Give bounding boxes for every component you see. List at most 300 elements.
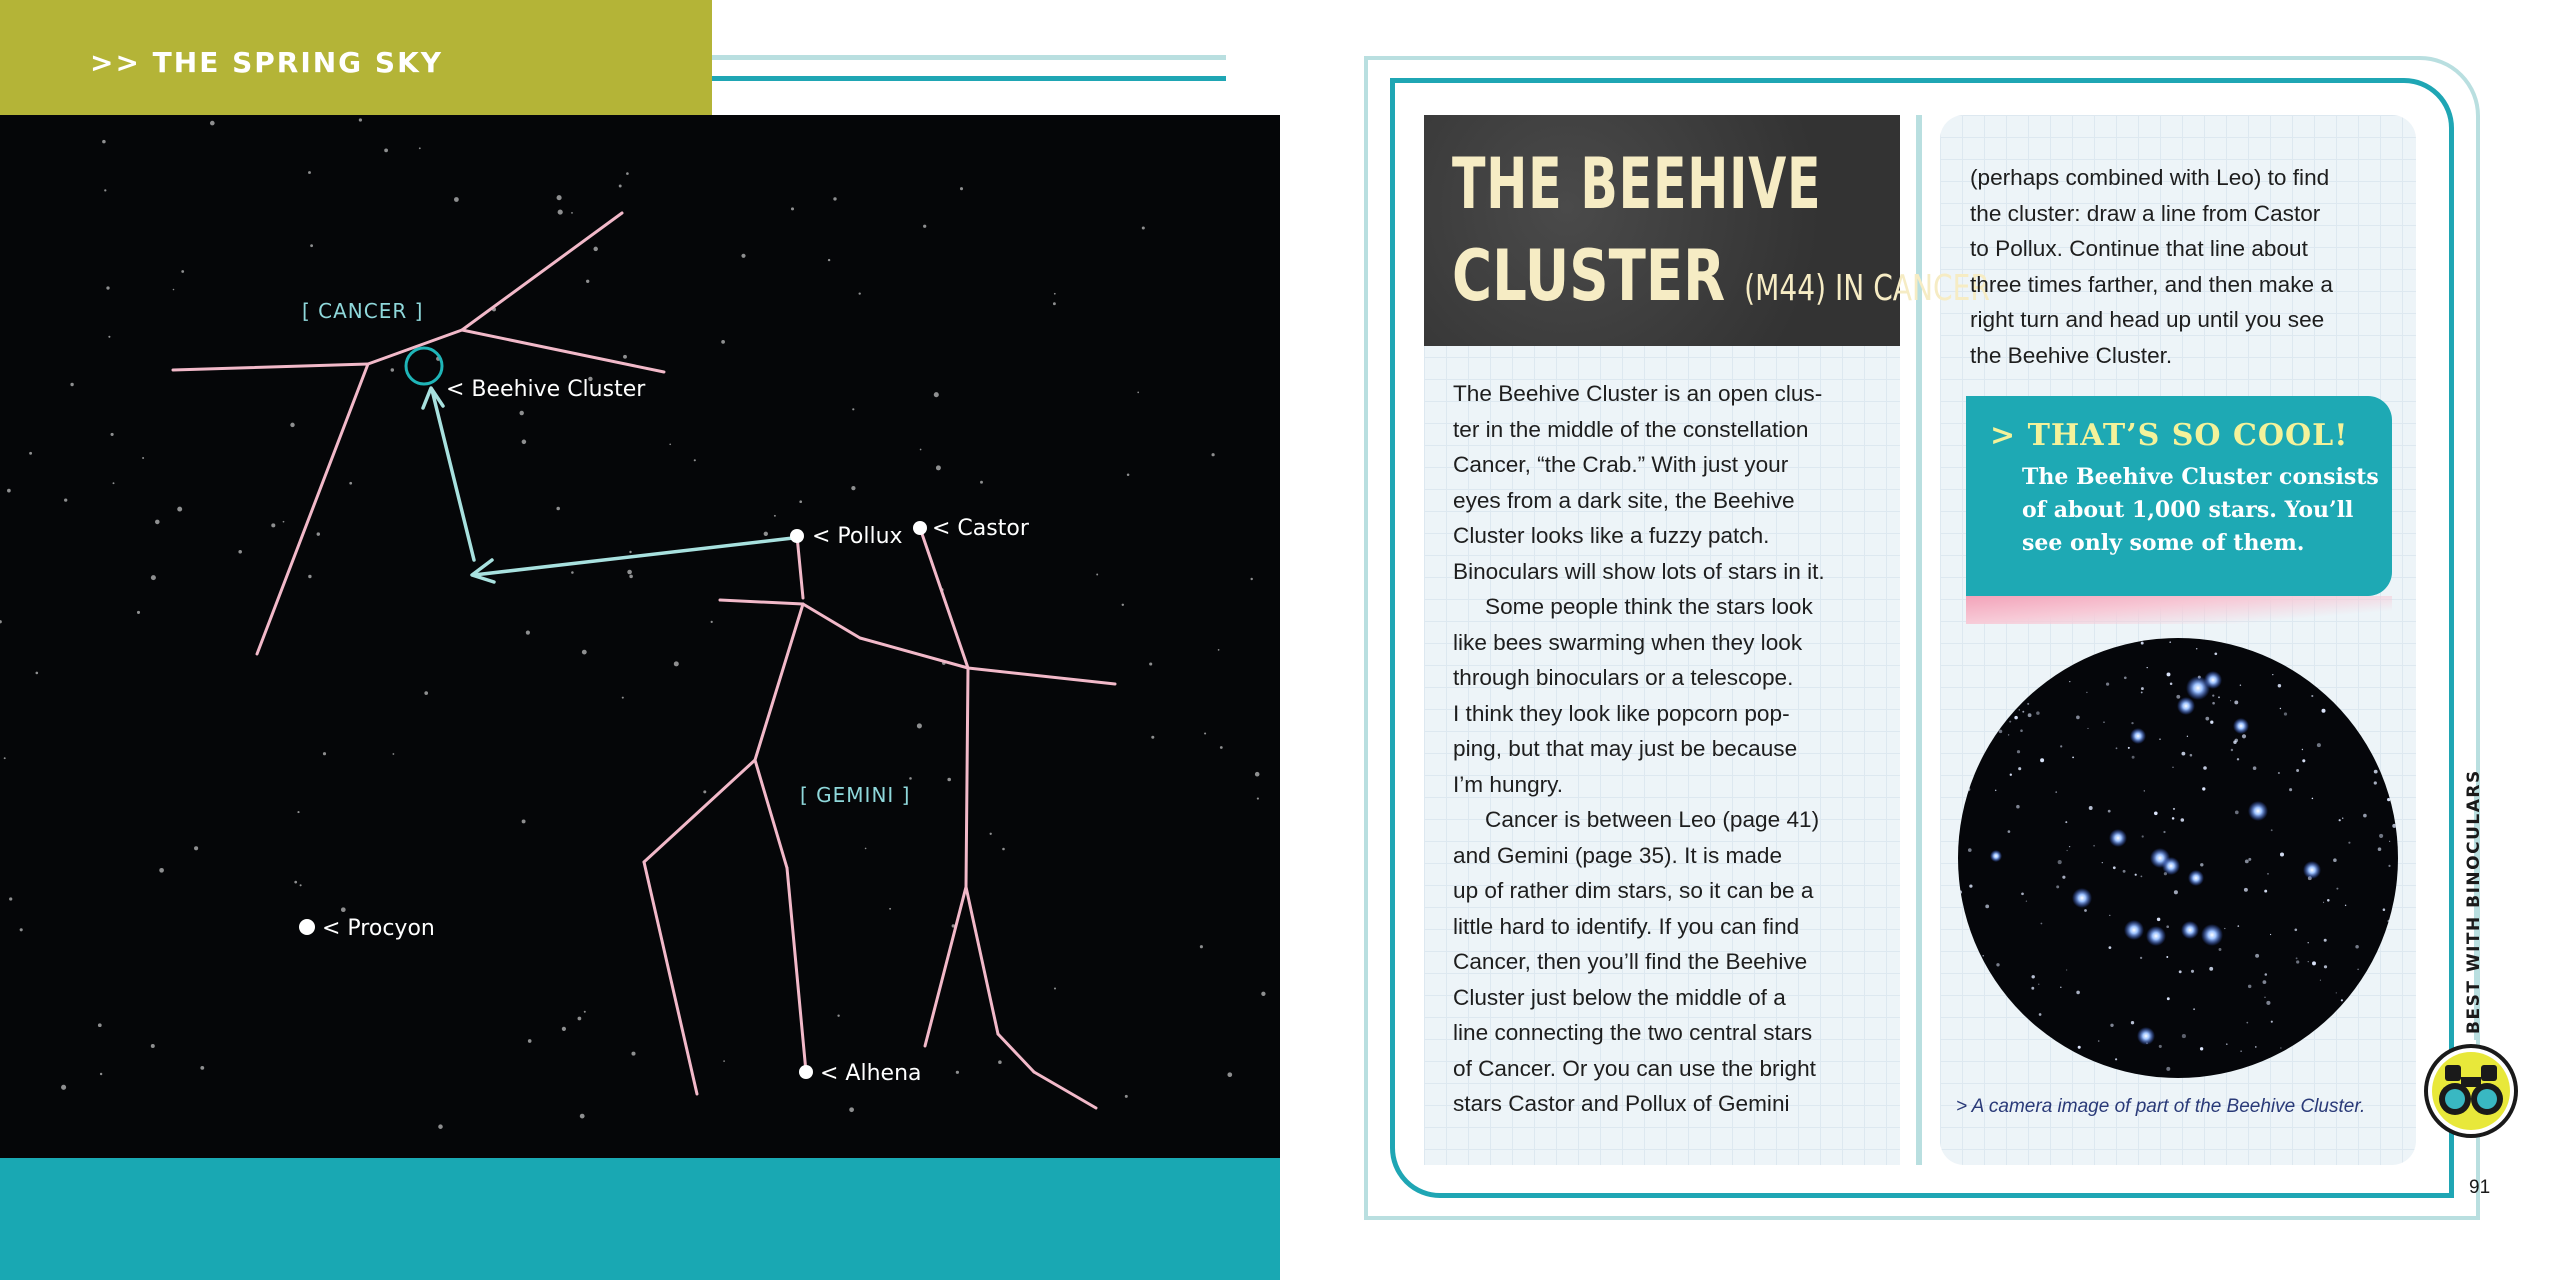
photo-star	[2170, 683, 2173, 686]
background-star	[852, 408, 854, 410]
procyon-label: < Procyon	[322, 916, 435, 941]
background-star	[998, 1060, 1002, 1064]
photo-star	[2020, 729, 2023, 732]
photo-star	[2237, 925, 2239, 927]
photo-star	[2324, 939, 2327, 942]
photo-star	[2123, 870, 2126, 873]
photo-star	[2098, 1040, 2100, 1042]
photo-star	[2214, 652, 2217, 655]
photo-star	[2072, 756, 2074, 758]
photo-star	[2240, 684, 2241, 685]
photo-star	[2169, 641, 2171, 643]
photo-star	[2357, 969, 2358, 970]
text-line: Cancer, “the Crab.” With just your	[1453, 452, 1789, 477]
photo-star	[2065, 821, 2067, 823]
background-star	[1127, 474, 1130, 477]
background-star	[833, 197, 836, 200]
photo-star	[2167, 997, 2170, 1000]
background-star	[528, 1039, 532, 1043]
photo-star	[2040, 923, 2042, 925]
photo-star	[2202, 787, 2205, 790]
background-star	[1125, 1095, 1128, 1098]
background-star	[627, 570, 632, 575]
photo-star	[2317, 743, 2321, 747]
section-title: >> THE SPRING SKY	[90, 46, 444, 79]
background-star	[194, 846, 198, 850]
photo-star	[2060, 987, 2062, 989]
photo-star	[2212, 702, 2215, 705]
background-star	[200, 1066, 204, 1070]
background-star	[859, 292, 861, 294]
photo-star	[2154, 811, 2158, 815]
photo-star	[2058, 860, 2062, 864]
beehive-cluster-marker	[406, 348, 442, 384]
photo-star	[2131, 1021, 2134, 1024]
photo-star	[2102, 862, 2103, 863]
photo-star	[2218, 696, 2220, 698]
photo-star	[2242, 734, 2246, 738]
callout-text	[2022, 461, 2379, 560]
background-star	[851, 486, 855, 490]
photo-star	[2336, 888, 2338, 890]
photo-star	[2181, 752, 2185, 756]
text-line: right turn and head up until you see	[1970, 307, 2325, 332]
background-star	[297, 811, 299, 813]
photo-star	[2014, 716, 2018, 720]
photo-star	[1969, 884, 1972, 887]
background-star	[70, 383, 73, 386]
background-star	[341, 907, 346, 912]
photo-star	[2159, 1045, 2162, 1048]
text-line: Binoculars will show lots of stars in it.	[1453, 558, 1825, 584]
photo-star	[2021, 892, 2024, 895]
text-line: the Beehive Cluster.	[1970, 342, 2173, 368]
background-star	[454, 197, 459, 202]
text-line: I’m hungry.	[1453, 771, 1564, 797]
photo-star	[2311, 695, 2313, 697]
background-star	[155, 520, 160, 525]
background-star	[828, 259, 830, 261]
photo-star	[2255, 954, 2259, 958]
photo-star	[2383, 908, 2386, 911]
photo-star	[2062, 876, 2065, 879]
background-star	[424, 691, 428, 695]
cancer-label: [ CANCER ]	[302, 299, 424, 323]
photo-star	[2296, 957, 2298, 959]
photo-star	[2141, 876, 2143, 878]
photo-star	[2302, 749, 2303, 750]
text-line: Cluster looks like a fuzzy patch.	[1453, 523, 1770, 548]
background-star	[562, 1027, 566, 1031]
photo-star	[2244, 888, 2248, 892]
photo-star	[2069, 681, 2070, 682]
paragraph-2	[1453, 589, 1893, 802]
title-word-cluster: CLUSTER	[1452, 235, 1726, 317]
gemini-label: [ GEMINI ]	[800, 783, 911, 807]
photo-star	[2312, 798, 2314, 800]
background-star	[1218, 649, 1220, 651]
photo-star	[2324, 965, 2327, 968]
photo-star	[1985, 905, 1989, 909]
background-star	[586, 280, 589, 283]
photo-star	[2167, 672, 2171, 676]
background-star	[578, 1017, 582, 1021]
background-star	[980, 481, 983, 484]
background-star	[1220, 746, 1223, 749]
photo-star	[2255, 1046, 2257, 1048]
background-star	[623, 355, 627, 359]
callout-line: The Beehive Cluster consists	[2022, 464, 2379, 490]
bright-cluster-stars	[1990, 671, 2321, 1045]
background-star	[1212, 453, 1215, 456]
background-star	[349, 482, 352, 485]
photo-star	[2103, 722, 2104, 723]
background-star	[4, 757, 6, 759]
photo-star	[2128, 747, 2130, 749]
text-line: the cluster: draw a line from Castor	[1970, 200, 2321, 226]
star-map	[0, 115, 1280, 1158]
background-star	[359, 118, 362, 121]
background-star	[990, 833, 992, 835]
background-star	[799, 500, 802, 503]
background-star	[721, 340, 725, 344]
background-star	[271, 523, 275, 527]
photo-star	[2124, 676, 2127, 679]
photo-star	[2248, 858, 2251, 861]
cluster-starfield	[1958, 638, 2398, 1078]
pointer-arrow-icon	[423, 388, 793, 582]
text-line: eyes from a dark site, the Beehive	[1453, 487, 1795, 513]
callout-line: of about 1,000 stars. You’ll	[2022, 497, 2354, 523]
background-star	[1250, 578, 1252, 580]
background-star	[889, 908, 891, 910]
photo-star	[2237, 758, 2239, 760]
photo-star	[2190, 754, 2193, 757]
photo-star	[2302, 759, 2305, 762]
photo-star	[2019, 709, 2020, 710]
photo-star	[2378, 847, 2382, 851]
cancer-constellation-lines	[173, 213, 664, 654]
photo-star	[2278, 772, 2280, 774]
photo-star	[2245, 859, 2249, 863]
photo-star	[2278, 684, 2281, 687]
photo-star	[2263, 980, 2267, 984]
photo-star	[2031, 987, 2034, 990]
photo-star	[2056, 885, 2059, 888]
photo-star	[2264, 890, 2267, 893]
background-star	[323, 752, 326, 755]
text-line: ping, but that may just be because	[1453, 736, 1798, 761]
background-star	[619, 185, 622, 188]
background-star	[631, 1052, 635, 1056]
photo-star	[2176, 695, 2180, 699]
paragraph-3	[1453, 802, 1893, 1122]
background-star	[837, 1014, 839, 1016]
background-star	[1002, 848, 1005, 851]
text-line: stars Castor and Pollux of Gemini	[1453, 1091, 1790, 1116]
callout-heading: > THAT’S SO COOL!	[1990, 418, 2349, 453]
background-star	[300, 884, 302, 886]
background-star	[391, 368, 394, 371]
photo-star	[2141, 687, 2144, 690]
photo-star	[2389, 841, 2390, 842]
photo-star	[1968, 848, 1972, 852]
photo-star	[1996, 963, 1999, 966]
photo-star	[2234, 700, 2238, 704]
background-star	[308, 575, 311, 578]
bottom-teal-band	[0, 1158, 1280, 1280]
photo-star	[2173, 808, 2175, 810]
background-star	[920, 449, 922, 451]
photo-star	[2172, 767, 2173, 768]
photo-star	[2028, 713, 2032, 717]
background-star	[104, 189, 106, 191]
background-star	[917, 723, 922, 728]
photo-star	[1999, 730, 2003, 734]
photo-star	[2131, 722, 2133, 724]
photo-star	[2336, 992, 2337, 993]
background-star	[626, 172, 629, 175]
background-star	[557, 195, 562, 200]
background-stars	[0, 118, 1266, 1129]
background-star	[308, 171, 311, 174]
background-star	[113, 482, 115, 484]
photo-star	[2308, 942, 2309, 943]
header-rule-light	[712, 55, 1226, 60]
photo-star	[2267, 873, 2268, 874]
photo-star	[2135, 874, 2137, 876]
background-star	[558, 210, 563, 215]
photo-star	[2157, 918, 2160, 921]
photo-star	[2193, 1008, 2195, 1010]
background-star	[723, 1060, 725, 1062]
photo-star	[2086, 692, 2087, 693]
photo-star	[2144, 790, 2145, 791]
binoculars-icon	[2423, 1043, 2519, 1139]
page-number: 91	[2469, 1177, 2491, 1198]
background-star	[1142, 226, 1145, 229]
photo-star	[1995, 790, 1996, 791]
photo-star	[2235, 811, 2239, 815]
background-star	[909, 777, 912, 780]
photo-star	[2174, 890, 2178, 894]
photo-star	[2280, 1047, 2281, 1048]
photo-star	[2327, 899, 2330, 902]
background-star	[580, 1114, 585, 1119]
background-star	[294, 881, 297, 884]
photo-star	[2069, 846, 2070, 847]
background-star	[629, 551, 631, 553]
photo-star	[2038, 984, 2039, 985]
background-star	[1054, 293, 1056, 295]
photo-star	[2272, 674, 2273, 675]
text-line: ter in the middle of the constellation	[1453, 416, 1809, 442]
background-star	[20, 928, 23, 931]
photo-star	[2017, 750, 2020, 753]
background-star	[629, 575, 633, 579]
background-star	[1054, 987, 1056, 989]
photo-star	[2066, 969, 2067, 970]
photo-star	[2026, 901, 2027, 902]
text-line: Cluster just below the middle of a	[1453, 984, 1786, 1010]
photo-star	[2078, 1046, 2081, 1049]
paragraph-continued	[1970, 160, 2410, 373]
background-star	[290, 423, 294, 427]
photo-star	[2055, 791, 2057, 793]
text-line: of Cancer. Or you can use the bright	[1453, 1055, 1816, 1081]
photo-star	[2113, 866, 2116, 869]
gemini-constellation-lines	[644, 528, 1115, 1108]
photo-star	[2008, 734, 2009, 735]
photo-star	[2163, 831, 2165, 833]
background-star	[392, 753, 394, 755]
background-star	[102, 140, 106, 144]
photo-star	[2348, 842, 2350, 844]
text-line: Cancer, then you’ll find the Beehive	[1453, 949, 1808, 974]
background-star	[849, 1107, 854, 1112]
photo-star	[2191, 970, 2194, 973]
title-line-1: THE BEEHIVE	[1452, 143, 1822, 225]
background-star	[151, 1044, 155, 1048]
background-star	[210, 121, 215, 126]
photo-star	[2076, 716, 2080, 720]
photo-star	[2284, 712, 2287, 715]
photo-star	[2196, 648, 2197, 649]
text-line: little hard to identify. If you can find	[1453, 913, 1800, 939]
background-star	[956, 1071, 959, 1074]
photo-star	[2363, 814, 2367, 818]
alhena-label: < Alhena	[820, 1061, 922, 1086]
background-star	[177, 507, 182, 512]
photo-star	[2388, 865, 2390, 867]
background-star	[669, 443, 671, 445]
photo-star	[2089, 806, 2093, 810]
photo-star	[2087, 728, 2088, 729]
text-line: like bees swarming when they look	[1453, 629, 1803, 655]
photo-star	[2066, 850, 2067, 851]
background-star	[310, 244, 313, 247]
background-star	[593, 247, 597, 251]
background-star	[159, 868, 164, 873]
photo-star	[2320, 980, 2321, 981]
photo-star	[2312, 961, 2316, 965]
callout-box	[1966, 396, 2392, 596]
background-star	[741, 254, 745, 258]
photo-star	[2355, 945, 2359, 949]
photo-star	[2159, 738, 2161, 740]
background-star	[703, 790, 706, 793]
photo-star	[2296, 960, 2299, 963]
photo-star	[2322, 709, 2326, 713]
photo-star	[2212, 695, 2214, 697]
photo-star	[2271, 829, 2273, 831]
text-line: and Gemini (page 35). It is made	[1453, 842, 1783, 868]
photo-star	[2036, 711, 2040, 715]
background-star	[622, 697, 624, 699]
background-star	[519, 411, 523, 415]
photo-star	[2115, 1058, 2117, 1060]
background-star	[438, 1124, 443, 1129]
beehive-cluster-photo	[1958, 638, 2398, 1078]
background-star	[582, 650, 587, 655]
photo-star	[2266, 1001, 2270, 1005]
photo-star	[2219, 948, 2222, 951]
photo-star	[2379, 834, 2383, 838]
background-star	[865, 848, 867, 850]
photo-star	[2210, 721, 2213, 724]
photo-star	[2265, 973, 2268, 976]
photo-star	[2374, 781, 2377, 784]
background-star	[674, 661, 679, 666]
beehive-cluster-label: < Beehive Cluster	[446, 377, 646, 402]
background-star	[522, 440, 527, 445]
background-star	[111, 433, 114, 436]
background-star	[283, 521, 285, 523]
photo-star	[2009, 721, 2011, 723]
photo-star	[2142, 835, 2144, 837]
background-star	[1137, 392, 1139, 394]
photo-star	[2296, 769, 2299, 772]
photo-star	[2109, 946, 2112, 949]
background-star	[1257, 798, 1259, 800]
photo-star	[2008, 830, 2011, 833]
background-star	[923, 225, 926, 228]
body-text-right	[1970, 160, 2410, 373]
photo-star	[2271, 1021, 2273, 1023]
background-star	[64, 498, 67, 501]
photo-star	[2280, 852, 2284, 856]
background-star	[98, 1023, 102, 1027]
photo-star	[2076, 991, 2080, 995]
title-subtitle: (M44) IN CANCER	[1744, 268, 1990, 309]
photo-caption: > A camera image of part of the Beehive Cluster.	[1956, 1096, 2366, 1117]
photo-star	[2093, 845, 2095, 847]
background-star	[774, 515, 776, 517]
photo-star	[2141, 642, 2144, 645]
background-star	[238, 550, 242, 554]
text-line: line connecting the two central stars	[1453, 1020, 1813, 1045]
photo-star	[2323, 902, 2324, 903]
photo-star	[2040, 758, 2044, 762]
background-star	[947, 778, 951, 782]
background-star	[29, 452, 32, 455]
photo-star	[2280, 708, 2281, 709]
photo-star	[2246, 1022, 2248, 1024]
body-text-left	[1453, 376, 1893, 1122]
photo-star	[2209, 967, 2213, 971]
background-star	[1255, 772, 1260, 777]
photo-star	[2333, 858, 2337, 862]
photo-star	[2231, 749, 2233, 751]
text-line: Some people think the stars look	[1485, 594, 1813, 619]
background-star	[556, 507, 560, 511]
photo-star	[2141, 691, 2143, 693]
photo-star	[2270, 934, 2271, 935]
photo-star	[2345, 905, 2346, 906]
photo-star	[2010, 774, 2012, 776]
text-line: three times farther, and then make a	[1970, 271, 2333, 297]
background-star	[151, 575, 156, 580]
background-star	[173, 289, 175, 291]
photo-star	[2039, 1013, 2042, 1016]
text-line: Cancer is between Leo (page 41)	[1485, 807, 1820, 832]
photo-star	[2084, 909, 2087, 912]
photo-star	[2166, 925, 2169, 928]
photo-star	[2172, 817, 2175, 820]
photo-star	[2342, 818, 2343, 819]
background-star	[522, 819, 526, 823]
photo-star	[2179, 970, 2182, 973]
